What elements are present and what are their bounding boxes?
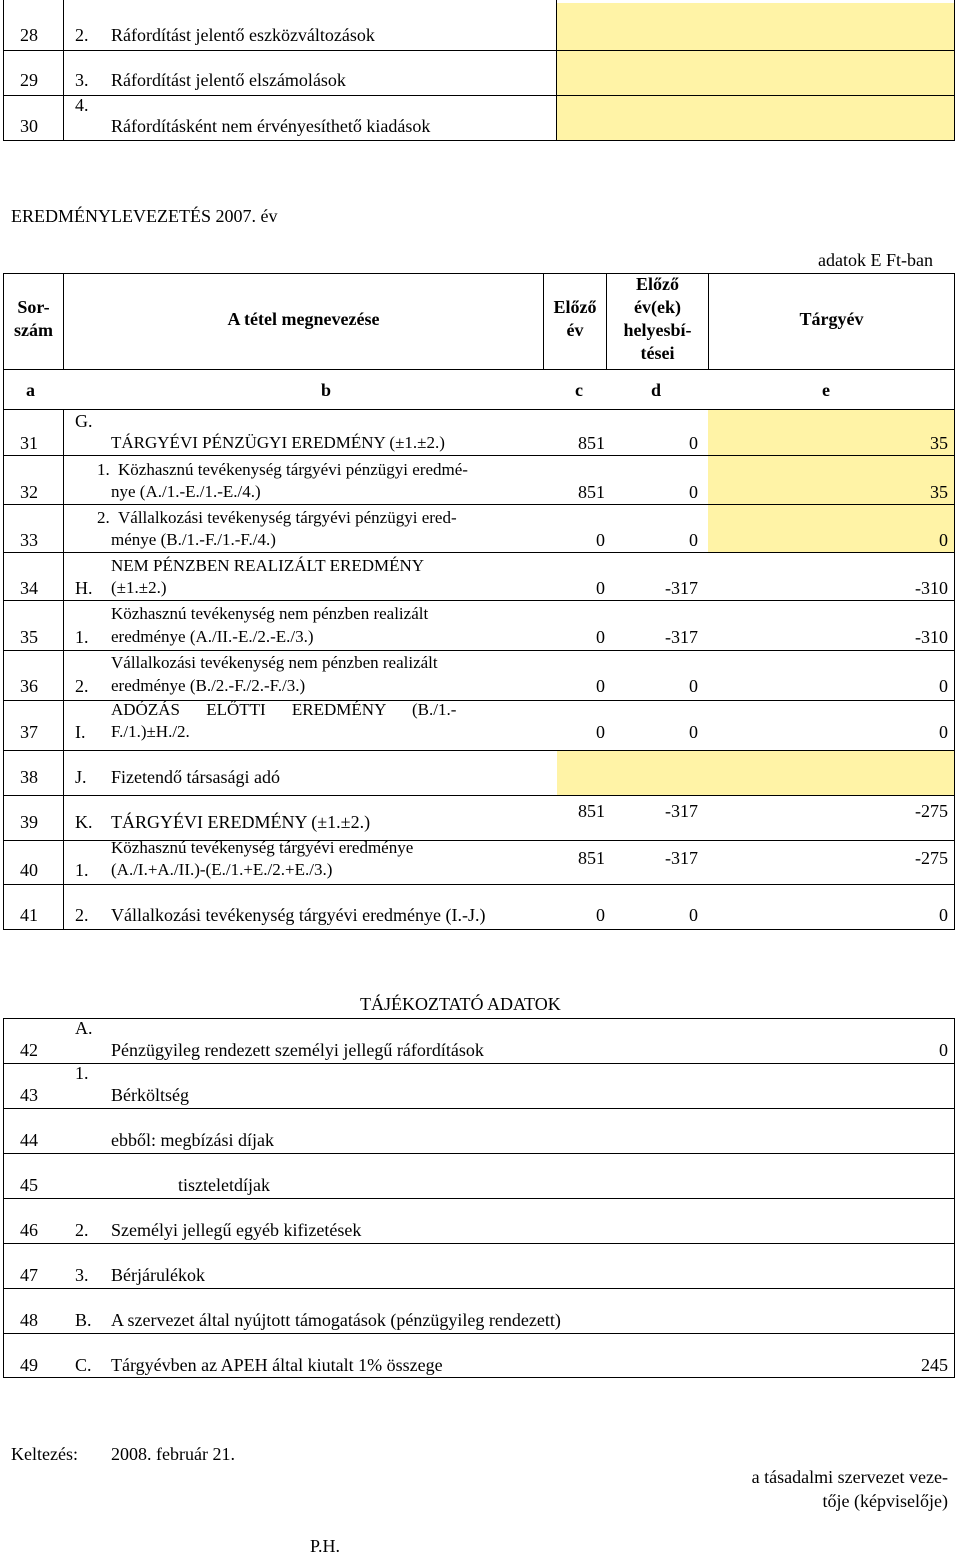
stamp-place: P.H. <box>310 1536 341 1556</box>
row-code: 2. <box>75 1220 89 1240</box>
row-code: 3. <box>75 70 89 90</box>
value-current: 0 <box>939 722 948 742</box>
value-current: -310 <box>915 578 948 598</box>
value-previous: 0 <box>596 905 605 925</box>
row-label: A szervezet által nyújtott támogatások (pénzügyileg rendezett) <box>111 1310 561 1330</box>
row-label: ADÓZÁS ELŐTTI EREDMÉNY (B./1.- <box>111 700 457 719</box>
row-label: Ráfordításként nem érvényesíthető kiadások <box>111 116 431 136</box>
row-code: 2. <box>97 508 110 527</box>
row-label: Vállalkozási tevékenység tárgyévi pénzügyi ered- <box>118 508 457 527</box>
value-previous: 851 <box>578 433 605 453</box>
row-code: J. <box>75 767 87 787</box>
col-letter-a: a <box>26 380 35 400</box>
row-label: Tárgyévben az APEH által kiutalt 1% összege <box>111 1355 443 1375</box>
row-label: Személyi jellegű egyéb kifizetések <box>111 1220 362 1240</box>
header-sorszam: Sor- <box>17 297 50 317</box>
value-previous: 0 <box>596 627 605 647</box>
value-previous: 0 <box>596 530 605 550</box>
row-label-cont: (±1.±2.) <box>111 578 167 597</box>
header-adjustments-2: év(ek) <box>634 297 681 317</box>
row-code: 4. <box>75 95 89 115</box>
row-label: TÁRGYÉVI EREDMÉNY (±1.±2.) <box>111 812 371 832</box>
row-number: 42 <box>20 1040 38 1060</box>
value-adjustment: -317 <box>665 801 698 821</box>
value-previous: 851 <box>578 848 605 868</box>
row-label: NEM PÉNZBEN REALIZÁLT EREDMÉNY <box>111 556 425 575</box>
signature-line-2: tője (képviselője) <box>822 1491 948 1511</box>
row-number: 36 <box>20 676 38 696</box>
row-code: 1. <box>75 860 89 880</box>
row-number: 48 <box>20 1310 38 1330</box>
value-current: -275 <box>915 848 948 868</box>
section-title: EREDMÉNYLEVEZETÉS 2007. év <box>11 206 278 226</box>
row-number: 47 <box>20 1265 38 1285</box>
value-previous: 0 <box>596 676 605 696</box>
value-current: 0 <box>939 676 948 696</box>
header-adjustments-4: tései <box>640 343 675 363</box>
row-number: 33 <box>20 530 38 550</box>
row-code: K. <box>75 812 93 832</box>
row-code: 1. <box>97 460 110 479</box>
col-letter-b: b <box>321 380 332 400</box>
value-adjustment: -317 <box>665 848 698 868</box>
row-number: 31 <box>20 433 38 453</box>
value-current: -310 <box>915 627 948 647</box>
value-previous: 0 <box>596 578 605 598</box>
header-sorszam-2: szám <box>14 320 53 340</box>
row-number: 44 <box>20 1130 38 1150</box>
value-current: 0 <box>939 1040 948 1060</box>
row-number: 30 <box>20 116 38 136</box>
row-label-cont: eredménye (A./II.-E./2.-E./3.) <box>111 627 314 646</box>
highlight-cell <box>557 750 954 795</box>
row-label: Pénzügyileg rendezett személyi jellegű ráfordítások <box>111 1040 484 1060</box>
row-number: 41 <box>20 905 38 925</box>
value-current: 245 <box>921 1355 948 1375</box>
col-letter-e: e <box>822 380 830 400</box>
row-number: 49 <box>20 1355 38 1375</box>
value-previous: 851 <box>578 482 605 502</box>
row-code: 2. <box>75 905 89 925</box>
value-adjustment: -317 <box>665 627 698 647</box>
row-number: 32 <box>20 482 38 502</box>
row-code: C. <box>75 1355 92 1375</box>
row-code: 2. <box>75 25 89 45</box>
row-label-cont: ménye (B./1.-F./1.-F./4.) <box>111 530 276 549</box>
row-label: Fizetendő társasági adó <box>111 767 280 787</box>
row-label: Közhasznú tevékenység tárgyévi pénzügyi eredmé- <box>118 460 468 479</box>
row-label: Vállalkozási tevékenység tárgyévi eredménye (I.-J.) <box>111 905 486 925</box>
row-label: Ráfordítást jelentő elszámolások <box>111 70 346 90</box>
row-number: 43 <box>20 1085 38 1105</box>
value-current: -275 <box>915 801 948 821</box>
col-letter-d: d <box>651 380 662 400</box>
info-title: TÁJÉKOZTATÓ ADATOK <box>360 994 561 1014</box>
value-current: 0 <box>939 530 948 550</box>
row-label: Vállalkozási tevékenység nem pénzben realizált <box>111 653 438 672</box>
row-code: I. <box>75 722 86 742</box>
row-code: A. <box>75 1018 93 1038</box>
row-code: 1. <box>75 1063 89 1083</box>
col-letter-c: c <box>575 380 583 400</box>
date-label: Keltezés: <box>11 1444 78 1464</box>
row-label: Közhasznú tevékenység nem pénzben realizált <box>111 604 429 623</box>
value-adjustment: 0 <box>689 722 698 742</box>
value-current: 0 <box>939 905 948 925</box>
header-adjustments-3: helyesbí- <box>623 320 692 340</box>
row-label-cont: nye (A./1.-E./1.-E./4.) <box>111 482 261 501</box>
row-label: TÁRGYÉVI PÉNZÜGYI EREDMÉNY (±1.±2.) <box>111 433 445 452</box>
row-number: 35 <box>20 627 38 647</box>
row-code: 1. <box>75 627 89 647</box>
value-current: 35 <box>930 482 948 502</box>
value-adjustment: 0 <box>689 482 698 502</box>
header-previous-year: Előző <box>553 297 597 317</box>
value-adjustment: 0 <box>689 433 698 453</box>
row-code: 2. <box>75 676 89 696</box>
value-adjustment: 0 <box>689 905 698 925</box>
row-number: 29 <box>20 70 38 90</box>
top-highlight-cell <box>557 3 954 141</box>
row-code: H. <box>75 578 93 598</box>
row-number: 34 <box>20 578 38 598</box>
signature-line-1: a tásadalmi szervezet veze- <box>751 1467 948 1487</box>
row-number: 37 <box>20 722 38 742</box>
value-adjustment: 0 <box>689 676 698 696</box>
row-label: Közhasznú tevékenység tárgyévi eredménye <box>111 838 414 857</box>
row-number: 39 <box>20 812 38 832</box>
value-current: 35 <box>930 433 948 453</box>
header-item-name: A tétel megnevezése <box>227 309 380 329</box>
row-code: B. <box>75 1310 92 1330</box>
row-number: 45 <box>20 1175 38 1195</box>
row-number: 40 <box>20 860 38 880</box>
header-current-year: Tárgyév <box>799 309 864 329</box>
header-previous-year-2: év <box>566 320 584 340</box>
value-adjustment: 0 <box>689 530 698 550</box>
row-number: 28 <box>20 25 38 45</box>
value-previous: 851 <box>578 801 605 821</box>
row-label: Bérjárulékok <box>111 1265 205 1285</box>
row-number: 38 <box>20 767 38 787</box>
row-code: 3. <box>75 1265 89 1285</box>
row-label: Bérköltség <box>111 1085 189 1105</box>
header-adjustments: Előző <box>636 274 679 294</box>
value-adjustment: -317 <box>665 578 698 598</box>
row-label: Ráfordítást jelentő eszközváltozások <box>111 25 375 45</box>
row-number: 46 <box>20 1220 38 1240</box>
row-label-cont: F./1.)±H./2. <box>111 722 190 741</box>
value-previous: 0 <box>596 722 605 742</box>
row-label-cont: (A./I.+A./II.)-(E./1.+E./2.+E./3.) <box>111 860 333 879</box>
unit-note: adatok E Ft-ban <box>818 250 933 270</box>
row-label: ebből: megbízási díjak <box>111 1130 274 1150</box>
row-label: tiszteletdíjak <box>178 1175 270 1195</box>
row-code: G. <box>75 411 93 431</box>
date-value: 2008. február 21. <box>111 1444 235 1464</box>
row-label-cont: eredménye (B./2.-F./2.-F./3.) <box>111 676 306 695</box>
